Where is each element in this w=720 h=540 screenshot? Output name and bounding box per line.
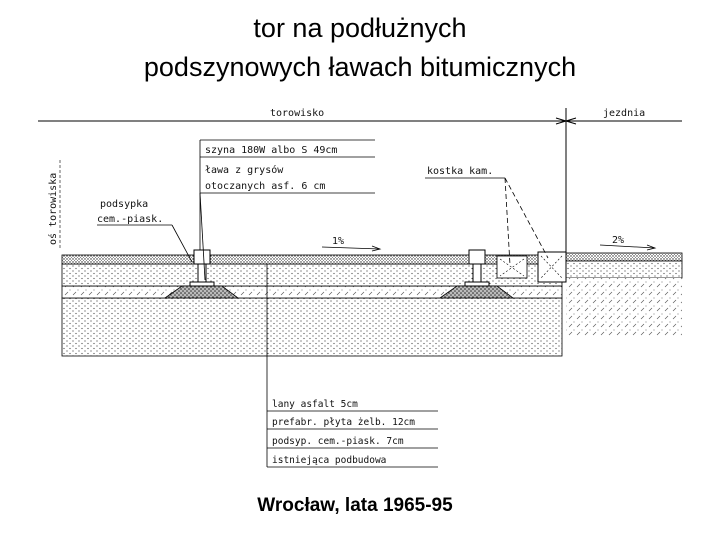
label-kostka: kostka kam. [427, 166, 494, 177]
title-line-1: tor na podłużnych [253, 13, 467, 43]
label-podsypka-1: podsypka [100, 199, 149, 210]
label-torowisko: torowisko [270, 108, 325, 119]
label-slope-track: 1% [332, 236, 345, 247]
leader-kostka-1 [505, 178, 510, 265]
label-podsypka-2: cem.-piask. [97, 214, 164, 225]
label-bench-1: ława z grysów [205, 165, 284, 176]
layer-surface [62, 255, 562, 264]
paver [497, 256, 527, 278]
label-layer-3: podsyp. cem.-piask. 7cm [272, 436, 404, 447]
road-base [566, 261, 682, 278]
caption: Wrocław, lata 1965-95 [257, 495, 453, 516]
label-layer-2: prefabr. płyta żelb. 12cm [272, 417, 415, 428]
slope-arrow-road [600, 245, 655, 248]
label-rail: szyna 180W albo S 49cm [205, 145, 338, 156]
label-layer-1: lany asfalt 5cm [272, 399, 358, 410]
label-jezdnia: jezdnia [603, 108, 646, 119]
leader-kostka-2 [505, 178, 548, 258]
slope-arrow-track [322, 247, 380, 249]
label-axis: oś torowiska [48, 172, 59, 245]
road-surface [566, 253, 682, 261]
label-bench-2: otoczanych asf. 6 cm [205, 181, 326, 192]
label-layer-4: istniejąca podbudowa [272, 455, 387, 466]
label-slope-road: 2% [612, 235, 625, 246]
title-line-2: podszynowych ławach bitumicznych [143, 52, 577, 82]
road-subbase [566, 278, 682, 336]
layer-existing-base [62, 298, 562, 356]
